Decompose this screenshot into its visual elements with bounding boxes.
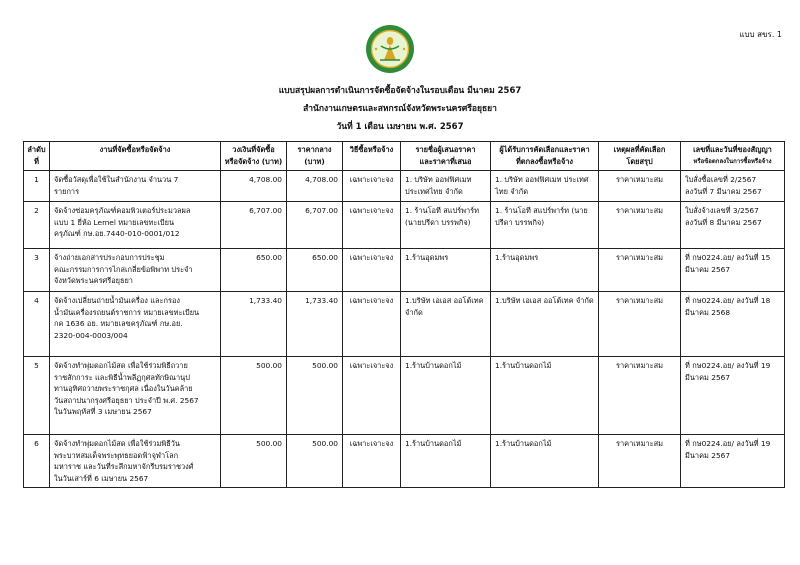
cell-winner bbox=[491, 435, 599, 488]
cell-item bbox=[50, 202, 221, 249]
cell-item-line: จัดจ้างทำพุ่มดอกไม้สด เพื่อใช้ร่วมพิธีวัน bbox=[54, 439, 180, 448]
table-row bbox=[24, 292, 785, 357]
table-body bbox=[24, 171, 785, 488]
cell-method-line: เฉพาะเจาะจง bbox=[349, 253, 394, 262]
header-item: งานที่จัดซื้อหรือจัดจ้าง bbox=[50, 142, 221, 171]
cell-method bbox=[343, 435, 401, 488]
header-winner: ผู้ได้รับการคัดเลือกและราคา ที่ตกลงซื้อหรือจ้าง bbox=[491, 142, 599, 171]
cell-median bbox=[287, 249, 343, 292]
cell-bidders-line: 1. บริษัท ออฟฟิศเมท bbox=[405, 175, 472, 184]
cell-item-line: แบบ 1 ยี่ห้อ Lemel หมายเลขทะเบียน bbox=[54, 217, 174, 227]
cell-seq-line: 5 bbox=[34, 361, 39, 370]
cell-contract bbox=[681, 171, 785, 202]
cell-method-line: เฉพาะเจาะจง bbox=[349, 439, 394, 448]
table-row bbox=[24, 357, 785, 435]
cell-contract-line: มีนาคม 2567 bbox=[685, 372, 731, 382]
cell-seq bbox=[24, 202, 50, 249]
cell-winner-line: 1. บริษัท ออฟฟิศเมท ประเทศ bbox=[495, 175, 589, 184]
table-row bbox=[24, 435, 785, 488]
cell-budget-line: 500.00 bbox=[256, 361, 282, 370]
cell-median bbox=[287, 435, 343, 488]
cell-budget-line: 500.00 bbox=[256, 439, 282, 448]
cell-budget-line: 650.00 bbox=[256, 253, 282, 262]
cell-median-line: 6,707.00 bbox=[305, 206, 338, 215]
table-row bbox=[24, 202, 785, 249]
cell-item-line: ในวันพฤหัสที่ 3 เมษายน 2567 bbox=[54, 407, 152, 416]
table-row bbox=[24, 171, 785, 202]
cell-winner bbox=[491, 249, 599, 292]
cell-reason-line: ราคาเหมาะสม bbox=[616, 206, 663, 215]
cell-bidders-line: จำกัด bbox=[405, 307, 423, 317]
procurement-table bbox=[23, 141, 785, 488]
cell-reason-line: ราคาเหมาะสม bbox=[616, 296, 663, 305]
cell-item-line: จัดซื้อวัสดุเพื่อใช้ในสำนักงาน จำนวน 7 bbox=[54, 175, 179, 184]
cell-budget bbox=[221, 357, 287, 435]
header-bidders: รายชื่อผู้เสนอราคา และราคาที่เสนอ bbox=[401, 142, 491, 171]
cell-method bbox=[343, 202, 401, 249]
cell-reason-line: ราคาเหมาะสม bbox=[616, 175, 663, 184]
cell-method-line: เฉพาะเจาะจง bbox=[349, 175, 394, 184]
cell-contract bbox=[681, 435, 785, 488]
cell-median-line: 650.00 bbox=[312, 253, 338, 262]
cell-bidders bbox=[401, 171, 491, 202]
report-date: วันที่ 1 เดือน เมษายน พ.ศ. 2567 bbox=[336, 122, 464, 132]
cell-winner-line: 1.ร้านบ้านดอกไม้ bbox=[495, 361, 552, 370]
cell-item bbox=[50, 171, 221, 202]
cell-budget-line: 1,733.40 bbox=[249, 296, 282, 305]
cell-item-line: จัดจ้างทำพุ่มดอกไม้สด เพื่อใช้ร่วมพิธีถวาย bbox=[54, 361, 188, 370]
cell-median bbox=[287, 292, 343, 357]
report-title: แบบสรุปผลการดำเนินการจัดซื้อจัดจ้างในรอบเดือน มีนาคม 2567 bbox=[278, 86, 522, 96]
cell-median bbox=[287, 357, 343, 435]
header-seq: ลำดับที่ bbox=[24, 142, 50, 171]
cell-seq-line: 2 bbox=[34, 206, 39, 215]
cell-winner bbox=[491, 357, 599, 435]
cell-reason bbox=[599, 202, 681, 249]
cell-item-line: จ้างถ่ายเอกสารประกอบการประชุม bbox=[54, 253, 165, 262]
cell-bidders-line: 1.ร้านอุดมพร bbox=[405, 253, 449, 262]
document-titles bbox=[0, 84, 800, 138]
cell-reason-line: ราคาเหมาะสม bbox=[616, 253, 663, 262]
cell-item-line: จัดจ้างซ่อมครุภัณฑ์คอมพิวเตอร์ประมวลผล bbox=[54, 206, 191, 215]
ministry-seal-icon bbox=[365, 24, 415, 74]
office-name: สำนักงานเกษตรและสหกรณ์จังหวัดพระนครศรีอยุธยา bbox=[303, 104, 497, 114]
cell-item-line: คณะกรรมการการไกล่เกลี่ยข้อพิพาท ประจำ bbox=[54, 264, 193, 274]
cell-winner-line: 1.บริษัท เอเอส ออโต้เทค จำกัด bbox=[495, 296, 594, 305]
table-header-row bbox=[24, 142, 785, 171]
cell-bidders-line: 1.บริษัท เอเอส ออโต้เทค bbox=[405, 296, 484, 305]
cell-bidders-line: ประเทศไทย จำกัด bbox=[405, 186, 463, 196]
cell-seq-line: 6 bbox=[34, 439, 39, 448]
header-budget: วงเงินที่จัดซื้อ หรือจัดจ้าง (บาท) bbox=[221, 142, 287, 171]
cell-budget bbox=[221, 202, 287, 249]
cell-bidders-line: 1. ร้านโอที สแปร์พาร์ท bbox=[405, 206, 480, 215]
cell-item-line: ราชสักการะ และพิธีน้ำพลีฏกุศลทักษิณานุป bbox=[54, 372, 190, 382]
cell-bidders bbox=[401, 249, 491, 292]
cell-item bbox=[50, 357, 221, 435]
header-contract: เลขที่และวันที่ของสัญญา หรือข้อตกลงในการซื้อหรือจ้าง bbox=[681, 142, 785, 171]
cell-budget bbox=[221, 171, 287, 202]
cell-contract-line: ลงวันที่ 8 มีนาคม 2567 bbox=[685, 217, 762, 227]
cell-seq bbox=[24, 171, 50, 202]
cell-item-line: จัดจ้างเปลี่ยนถ่ายน้ำมันเครื่อง และกรอง bbox=[54, 296, 181, 305]
cell-seq bbox=[24, 249, 50, 292]
cell-contract-line: ใบสั่งจ้างเลขที่ 3/2567 bbox=[685, 206, 759, 215]
cell-reason-line: ราคาเหมาะสม bbox=[616, 439, 663, 448]
cell-bidders-line: (นายปรีดา บรรพกิจ) bbox=[405, 217, 471, 227]
cell-bidders-line: 1.ร้านบ้านดอกไม้ bbox=[405, 361, 462, 370]
cell-contract bbox=[681, 292, 785, 357]
cell-item-line: ทานอุทิศถวายพระราชกุศล เนื่องในวันคล้าย bbox=[54, 384, 193, 393]
header-reason: เหตุผลที่คัดเลือก โดยสรุป bbox=[599, 142, 681, 171]
cell-contract bbox=[681, 357, 785, 435]
cell-winner-line: 1.ร้านอุดมพร bbox=[495, 253, 539, 262]
cell-reason bbox=[599, 249, 681, 292]
cell-contract-line: ที่ กษ0224.อย/ ลงวันที่ 19 bbox=[685, 361, 771, 370]
cell-contract bbox=[681, 202, 785, 249]
cell-median-line: 1,733.40 bbox=[305, 296, 338, 305]
cell-reason bbox=[599, 292, 681, 357]
cell-bidders bbox=[401, 357, 491, 435]
cell-seq bbox=[24, 435, 50, 488]
cell-contract-line: มีนาคม 2567 bbox=[685, 450, 731, 460]
cell-median bbox=[287, 171, 343, 202]
cell-reason-line: ราคาเหมาะสม bbox=[616, 361, 663, 370]
cell-item-line: วันสถาปนากรุงศรีอยุธยา ประจำปี พ.ศ. 2567 bbox=[54, 395, 199, 405]
cell-method-line: เฉพาะเจาะจง bbox=[349, 206, 394, 215]
cell-item-line: มหาราช และวันที่ระลึกมหาจักรีบรมราชวงศ์ bbox=[54, 462, 194, 471]
cell-contract-line: ใบสั่งซื้อเลขที่ 2/2567 bbox=[685, 175, 757, 184]
cell-bidders-line: 1.ร้านบ้านดอกไม้ bbox=[405, 439, 462, 448]
cell-contract-line: ที่ กษ0224.อย/ ลงวันที่ 19 bbox=[685, 439, 771, 448]
cell-median-line: 500.00 bbox=[312, 439, 338, 448]
cell-contract-line: มีนาคม 2568 bbox=[685, 307, 731, 317]
cell-contract bbox=[681, 249, 785, 292]
cell-budget bbox=[221, 292, 287, 357]
cell-median bbox=[287, 202, 343, 249]
cell-seq-line: 1 bbox=[34, 175, 39, 184]
cell-method bbox=[343, 171, 401, 202]
cell-winner-line: 1.ร้านบ้านดอกไม้ bbox=[495, 439, 552, 448]
cell-method bbox=[343, 249, 401, 292]
cell-method bbox=[343, 292, 401, 357]
cell-winner-line: ไทย จำกัด bbox=[495, 186, 529, 196]
cell-bidders bbox=[401, 435, 491, 488]
cell-item-line: จังหวัดพระนครศรีอยุธยา bbox=[54, 276, 133, 285]
header-median: ราคากลาง (บาท) bbox=[287, 142, 343, 171]
cell-seq-line: 4 bbox=[34, 296, 39, 305]
cell-contract-line: มีนาคม 2567 bbox=[685, 264, 731, 274]
cell-method-line: เฉพาะเจาะจง bbox=[349, 296, 394, 305]
cell-median-line: 4,708.00 bbox=[305, 175, 338, 184]
cell-item-line: ครุภัณฑ์ กษ.อย.7440-010-0001/012 bbox=[54, 229, 180, 238]
cell-winner-line: 1. ร้านโอที สแปร์พาร์ท (นาย bbox=[495, 206, 588, 215]
cell-winner bbox=[491, 202, 599, 249]
table-row bbox=[24, 249, 785, 292]
cell-winner bbox=[491, 292, 599, 357]
cell-bidders bbox=[401, 202, 491, 249]
cell-method bbox=[343, 357, 401, 435]
cell-item-line: ในวันเสาร์ที่ 6 เมษายน 2567 bbox=[54, 473, 149, 483]
cell-contract-line: ที่ กษ0224.อย/ ลงวันที่ 18 bbox=[685, 296, 771, 305]
cell-budget-line: 4,708.00 bbox=[249, 175, 282, 184]
cell-reason bbox=[599, 435, 681, 488]
cell-item-line: รายการ bbox=[54, 186, 80, 196]
cell-winner bbox=[491, 171, 599, 202]
cell-winner-line: ปรีดา บรรพกิจ) bbox=[495, 217, 545, 227]
cell-reason bbox=[599, 357, 681, 435]
cell-item-line: น้ำมันเครื่องรถยนต์ราชการ หมายเลขทะเบียน bbox=[54, 307, 200, 317]
cell-seq bbox=[24, 357, 50, 435]
cell-item bbox=[50, 435, 221, 488]
cell-seq-line: 3 bbox=[34, 253, 39, 262]
cell-item-line: กค 1636 อย. หมายเลขครุภัณฑ์ กษ.อย. bbox=[54, 319, 183, 328]
form-code: แบบ สขร. 1 bbox=[739, 30, 782, 39]
cell-item bbox=[50, 249, 221, 292]
header-method: วิธีซื้อหรือจ้าง bbox=[343, 142, 401, 171]
cell-method-line: เฉพาะเจาะจง bbox=[349, 361, 394, 370]
cell-item-line: พระบาทสมเด็จพระพุทธยอดฟ้าจุฬาโลก bbox=[54, 450, 179, 460]
cell-budget bbox=[221, 249, 287, 292]
cell-bidders bbox=[401, 292, 491, 357]
cell-contract-line: ที่ กษ0224.อย/ ลงวันที่ 15 bbox=[685, 253, 771, 262]
cell-seq bbox=[24, 292, 50, 357]
cell-contract-line: ลงวันที่ 7 มีนาคม 2567 bbox=[685, 186, 762, 196]
cell-reason bbox=[599, 171, 681, 202]
cell-item bbox=[50, 292, 221, 357]
cell-item-line: 2320-004-0003/004 bbox=[54, 330, 128, 340]
cell-budget bbox=[221, 435, 287, 488]
cell-median-line: 500.00 bbox=[312, 361, 338, 370]
cell-budget-line: 6,707.00 bbox=[249, 206, 282, 215]
